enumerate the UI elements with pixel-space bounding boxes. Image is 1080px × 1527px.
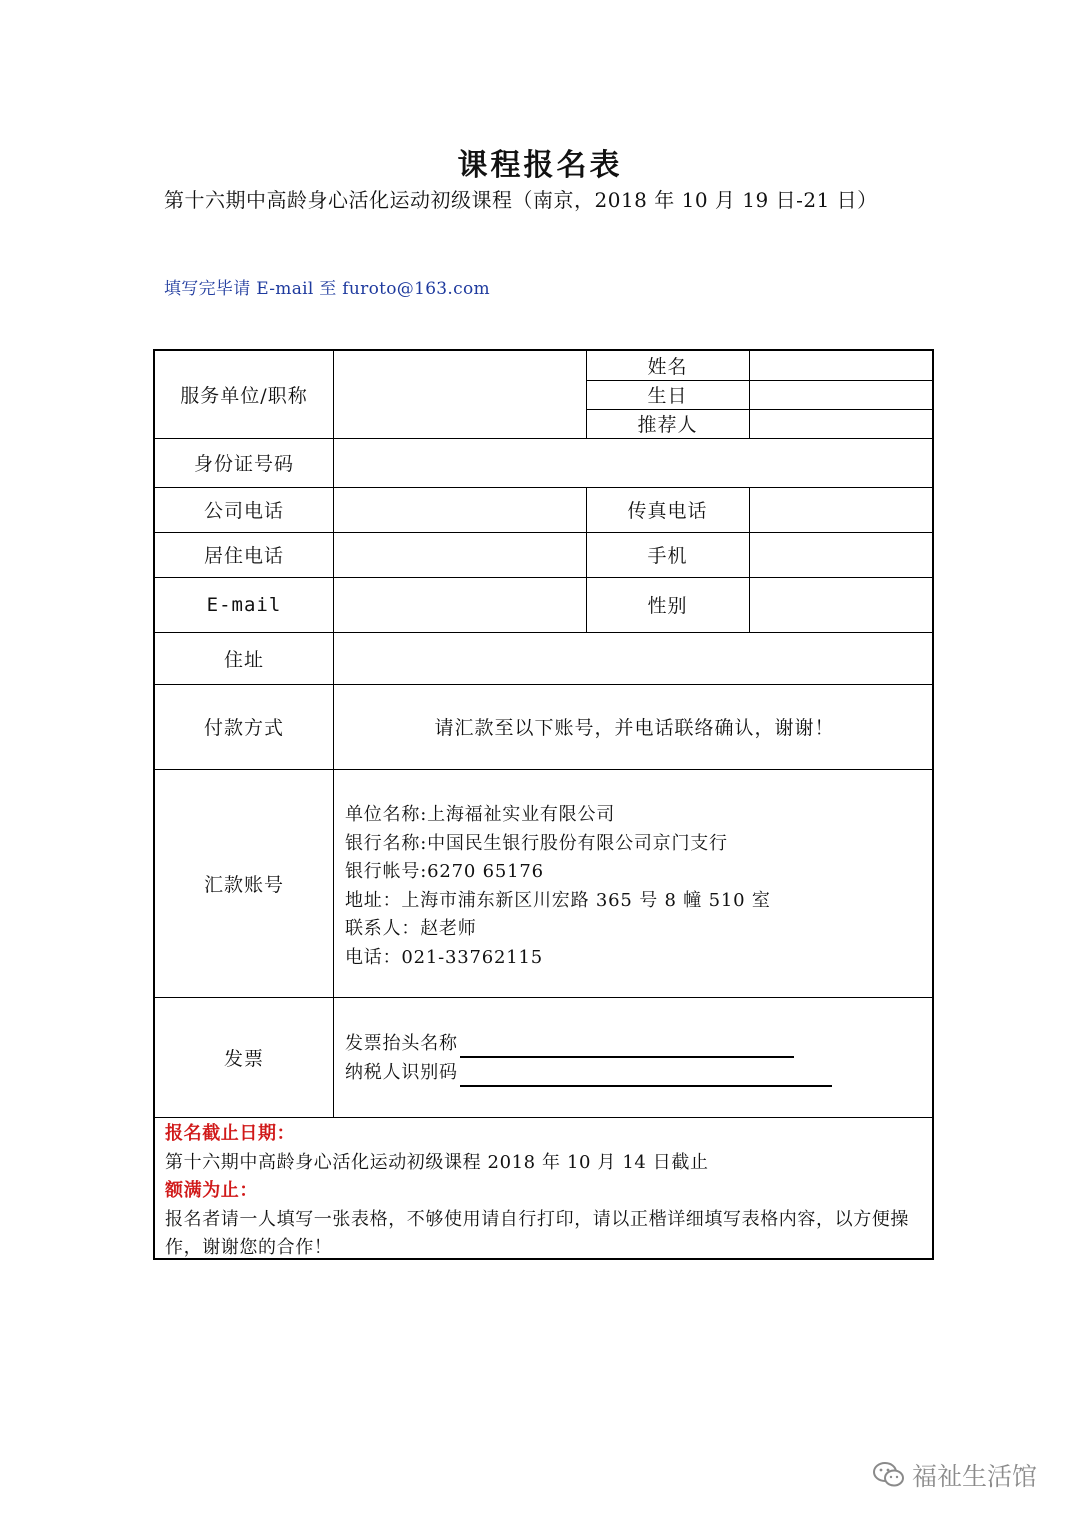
label-id-number: 身份证号码 bbox=[193, 453, 294, 475]
field-service-unit[interactable] bbox=[335, 351, 585, 438]
wechat-icon bbox=[872, 1460, 906, 1490]
field-birthday[interactable] bbox=[751, 380, 934, 409]
field-address[interactable] bbox=[335, 632, 934, 684]
payment-instruction: 请汇款至以下账号，并电话联络确认，谢谢！ bbox=[434, 717, 835, 739]
watermark-text: 福祉生活馆 bbox=[912, 1462, 1038, 1491]
instructions-text: 报名者请一人填写一张表格，不够使用请自行打印，请以正楷详细填写表格内容，以方便操作，谢谢您的合作！ bbox=[165, 1208, 909, 1258]
label-address: 住址 bbox=[223, 648, 264, 671]
email-note: 填写完毕请 E-mail 至 furoto@163.com bbox=[164, 279, 490, 299]
field-name[interactable] bbox=[751, 351, 934, 380]
label-invoice: 发票 bbox=[223, 1047, 264, 1070]
label-home-phone: 居住电话 bbox=[203, 545, 284, 567]
course-subtitle: 第十六期中高龄身心活化运动初级课程（南京，2018 年 10 月 19 日-21 日） bbox=[164, 188, 878, 212]
label-company-phone: 公司电话 bbox=[203, 500, 284, 522]
label-invoice-title: 发票抬头名称 bbox=[345, 1032, 458, 1054]
col-divider bbox=[749, 487, 750, 632]
field-email[interactable] bbox=[335, 577, 585, 632]
deadline-label: 报名截止日期： bbox=[165, 1123, 296, 1144]
watermark bbox=[872, 1455, 1037, 1495]
field-mobile[interactable] bbox=[751, 532, 934, 577]
col-divider bbox=[749, 351, 750, 438]
account-line: 联系人：赵老师 bbox=[345, 918, 477, 939]
label-birthday: 生日 bbox=[647, 385, 688, 407]
label-mobile: 手机 bbox=[647, 545, 688, 567]
field-tax-id[interactable] bbox=[460, 1063, 832, 1087]
label-remit-account: 汇款账号 bbox=[203, 873, 284, 896]
label-tax-id: 纳税人识别码 bbox=[345, 1061, 458, 1083]
label-referrer: 推荐人 bbox=[637, 414, 698, 436]
field-home-phone[interactable] bbox=[335, 532, 585, 577]
page-title: 课程报名表 bbox=[457, 148, 623, 183]
field-referrer[interactable] bbox=[751, 409, 934, 438]
col-divider bbox=[333, 351, 334, 1117]
account-line: 银行名称:中国民生银行股份有限公司京门支行 bbox=[345, 832, 728, 854]
field-fax[interactable] bbox=[751, 487, 934, 532]
field-id-number[interactable] bbox=[335, 438, 934, 487]
field-company-phone[interactable] bbox=[335, 487, 585, 532]
label-email: E-mail bbox=[206, 593, 282, 616]
field-gender[interactable] bbox=[751, 577, 934, 632]
account-line: 单位名称:上海福祉实业有限公司 bbox=[345, 804, 616, 825]
invoice-info bbox=[345, 1029, 925, 1087]
full-label: 额满为止： bbox=[165, 1180, 258, 1201]
label-name: 姓名 bbox=[647, 356, 688, 378]
label-gender: 性别 bbox=[647, 595, 688, 617]
account-info bbox=[345, 801, 925, 972]
form-footer bbox=[165, 1120, 925, 1263]
deadline-text: 第十六期中高龄身心活化运动初级课程 2018 年 10 月 14 日截止 bbox=[165, 1151, 709, 1173]
account-line: 地址：上海市浦东新区川宏路 365 号 8 幢 510 室 bbox=[345, 889, 771, 911]
account-line: 电话：021-33762115 bbox=[345, 946, 544, 968]
registration-form bbox=[153, 349, 934, 1260]
field-invoice-title[interactable] bbox=[460, 1034, 794, 1058]
label-fax: 传真电话 bbox=[627, 500, 708, 522]
label-payment-method: 付款方式 bbox=[203, 717, 284, 739]
account-line: 银行帐号:6270 65176 bbox=[345, 861, 544, 882]
label-service-unit: 服务单位/职称 bbox=[180, 385, 308, 407]
row-divider bbox=[155, 1117, 934, 1118]
